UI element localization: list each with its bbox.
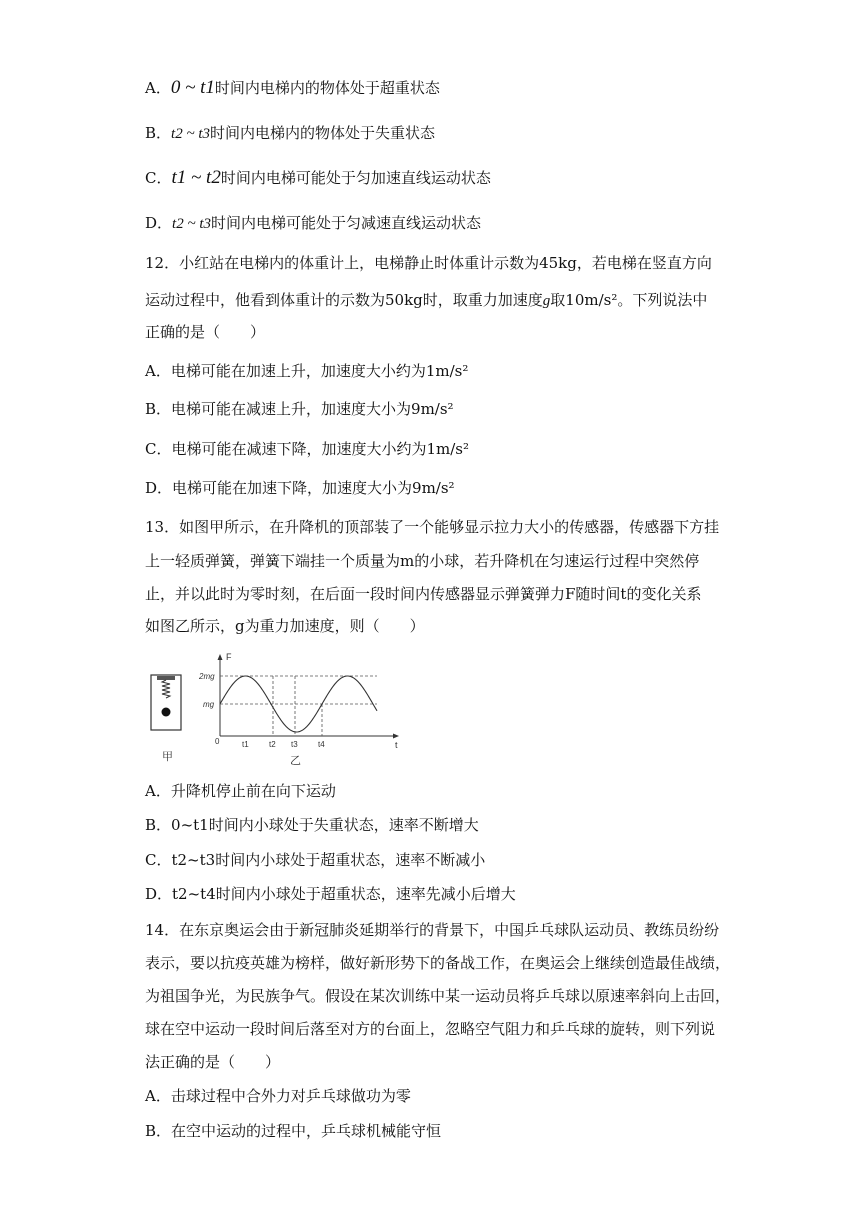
q12-stem-line-1: 12．小红站在电梯内的体重计上，电梯静止时体重计示数为45kg，若电梯在竖直方向	[145, 254, 712, 272]
q12-option-a: A．电梯可能在加速上升，加速度大小约为1m/s²	[145, 362, 469, 380]
tick-t1: t1	[242, 740, 249, 749]
q13-stem-line-3: 止，并以此时为零时刻，在后面一段时间内传感器显示弹簧弹力F随时间t的变化关系	[145, 585, 702, 603]
origin-label: 0	[215, 737, 220, 746]
tick-t3: t3	[291, 740, 298, 749]
q12-option-c: C．电梯可能在减速下降，加速度大小约为1m/s²	[145, 440, 470, 458]
q13-option-c: C．t2~t3时间内小球处于超重状态，速率不断减小	[145, 851, 486, 869]
t-axis-label: t	[395, 740, 398, 750]
q13-stem-line-4: 如图乙所示，g为重力加速度，则（ ）	[145, 617, 425, 635]
q13-figure	[145, 648, 405, 768]
t-axis-arrow	[393, 734, 399, 739]
tick-t4: t4	[318, 740, 325, 749]
q13-stem-line-1: 13．如图甲所示，在升降机的顶部装了一个能够显示拉力大小的传感器，传感器下方挂	[145, 518, 720, 536]
level-2mg-label: 2mg	[199, 672, 215, 681]
force-curve	[220, 676, 377, 732]
q11-option-d: D．t2 ~ t3时间内电梯可能处于匀减速直线运动状态	[145, 214, 481, 232]
ball	[162, 708, 171, 717]
q13-option-a: A．升降机停止前在向下运动	[145, 782, 336, 800]
tick-t2: t2	[269, 740, 276, 749]
q12-stem-line-3: 正确的是（ ）	[145, 323, 266, 341]
f-axis-arrow	[218, 654, 223, 660]
spring	[162, 680, 170, 698]
level-mg-label: mg	[203, 700, 215, 709]
q11-option-c-expr: t1 ~ t2	[171, 167, 221, 188]
q14-stem-line-1: 14．在东京奥运会由于新冠肺炎延期举行的背景下，中国乒乓球队运动员、教练员纷纷	[145, 921, 720, 939]
q12-stem-line-2: 运动过程中，他看到体重计的示数为50kg时，取重力加速度g取10m/s²。下列说法中	[145, 291, 708, 309]
f-axis-label: F	[226, 652, 232, 662]
q13-option-b: B．0~t1时间内小球处于失重状态，速率不断增大	[145, 816, 479, 834]
q14-stem-line-5: 法正确的是（ ）	[145, 1053, 281, 1071]
q11-option-b-expr: t2 ~ t3	[171, 126, 210, 142]
q11-option-a: A．0 ~ t1时间内电梯内的物体处于超重状态	[145, 77, 440, 98]
sensor	[157, 676, 175, 680]
q11-option-a-expr: 0 ~ t1	[170, 77, 215, 98]
q12-option-d: D．电梯可能在加速下降，加速度大小为9m/s²	[145, 479, 455, 497]
q14-stem-line-4: 球在空中运动一段时间后落至对方的台面上，忽略空气阻力和乒乓球的旋转，则下列说	[145, 1020, 716, 1038]
q12-option-b: B．电梯可能在减速上升，加速度大小为9m/s²	[145, 400, 454, 418]
figure-label-jia: 甲	[162, 751, 173, 763]
figure-label-yi: 乙	[290, 755, 301, 767]
q13-stem-line-2: 上一轻质弹簧，弹簧下端挂一个质量为m的小球，若升降机在匀速运行过程中突然停	[145, 552, 700, 570]
q14-option-a: A．击球过程中合外力对乒乓球做功为零	[145, 1087, 411, 1105]
q14-option-b: B．在空中运动的过程中，乒乓球机械能守恒	[145, 1122, 442, 1140]
q11-option-b: B．t2 ~ t3时间内电梯内的物体处于失重状态	[145, 124, 435, 142]
q14-stem-line-2: 表示，要以抗疫英雄为榜样，做好新形势下的备战工作，在奥运会上继续创造最佳战绩，	[145, 954, 731, 972]
q11-option-c: C．t1 ~ t2时间内电梯可能处于匀加速直线运动状态	[145, 167, 491, 188]
q13-option-d: D．t2~t4时间内小球处于超重状态，速率先减小后增大	[145, 885, 516, 903]
q11-option-d-expr: t2 ~ t3	[172, 216, 211, 232]
q14-stem-line-3: 为祖国争光，为民族争气。假设在某次训练中某一运动员将乒乓球以原速率斜向上击回，	[145, 987, 731, 1005]
